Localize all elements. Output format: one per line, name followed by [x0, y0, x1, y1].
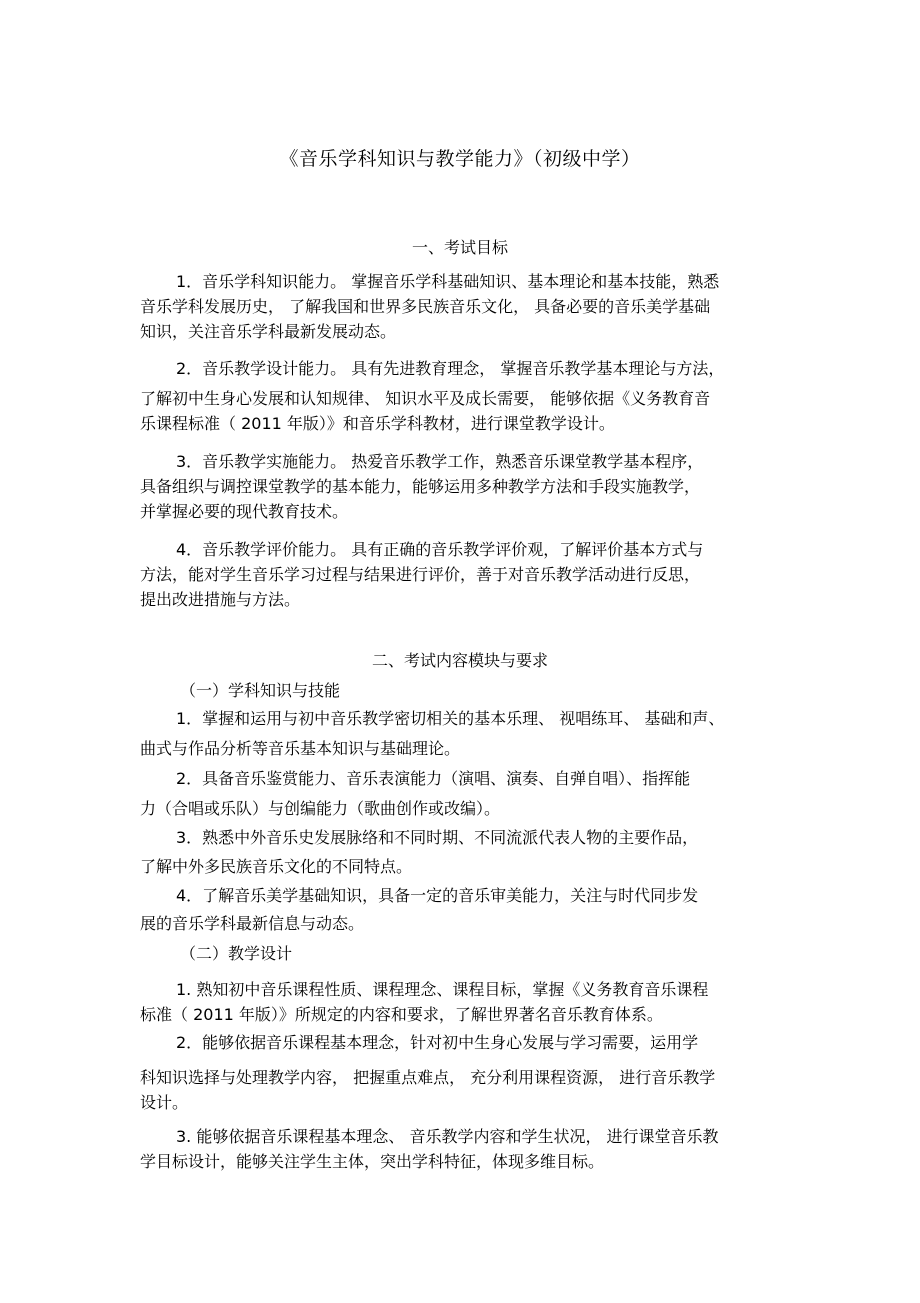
paragraph-line: 科知识选择与处理教学内容， 把握重点难点， 充分利用课程资源， 进行音乐教学	[140, 1068, 716, 1087]
paragraph-line: 学目标设计，能够关注学生主体，突出学科特征，体现多维目标。	[140, 1152, 605, 1171]
knowledge-item-2	[140, 766, 790, 821]
knowledge-item-1	[140, 706, 790, 761]
paragraph-line: 了解中外多民族音乐文化的不同特点。	[140, 857, 413, 876]
paragraph-line: 曲式与作品分析等音乐基本知识与基础理论。	[140, 739, 461, 758]
document-title: 《音乐学科知识与教学能力》（初级中学）	[279, 148, 641, 170]
knowledge-item-4	[140, 883, 790, 936]
subsection-heading-knowledge-skills: （一）学科知识与技能	[180, 681, 341, 700]
paragraph-line: 3．音乐教学实施能力。 热爱音乐教学工作，熟悉音乐课堂教学基本程序，	[176, 452, 704, 471]
paragraph-line: 1. 熟知初中音乐课程性质、课程理念、课程目标，掌握《义务教育音乐课程	[176, 980, 709, 999]
subsection-heading-teaching-design: （二）教学设计	[180, 944, 293, 963]
objective-item-2	[140, 356, 790, 436]
paragraph-line: 2．音乐教学设计能力。 具有先进教育理念， 掌握音乐教学基本理论与方法，	[176, 359, 725, 378]
paragraph-line: 3．熟悉中外音乐史发展脉络和不同时期、不同流派代表人物的主要作品，	[176, 828, 699, 847]
design-item-1	[140, 977, 790, 1027]
paragraph-line: 1．音乐学科知识能力。 掌握音乐学科基础知识、基本理论和基本技能，熟悉	[176, 272, 720, 291]
paragraph-line: 并掌握必要的现代教育技术。	[140, 502, 349, 521]
paragraph-line: 力（合唱或乐队）与创编能力（歌曲创作或改编）。	[140, 799, 501, 818]
paragraph-line: 4．音乐教学评价能力。 具有正确的音乐教学评价观，了解评价基本方式与	[176, 540, 704, 559]
paragraph-line: 2．具备音乐鉴赏能力、音乐表演能力（演唱、演奏、自弹自唱）、指挥能	[176, 769, 691, 788]
paragraph-line: 3. 能够依据音乐课程基本理念、 音乐教学内容和学生状况， 进行课堂音乐教	[176, 1127, 719, 1146]
section-heading-exam-objectives: 一、考试目标	[411, 238, 508, 257]
paragraph-line: 2．能够依据音乐课程基本理念，针对初中生身心发展与学习需要，运用学	[176, 1033, 699, 1052]
paragraph-line: 具备组织与调控课堂教学的基本能力，能够运用多种教学方法和手段实施教学，	[140, 477, 701, 496]
knowledge-item-3	[140, 825, 790, 879]
paragraph-line: 设计。	[140, 1093, 189, 1112]
objective-item-3	[140, 449, 790, 524]
paragraph-line: 1．掌握和运用与初中音乐教学密切相关的基本乐理、 视唱练耳、 基础和声、	[176, 709, 725, 728]
objective-item-1	[140, 269, 790, 344]
paragraph-line: 4．了解音乐美学基础知识，具备一定的音乐审美能力，关注与时代同步发	[176, 886, 699, 905]
paragraph-line: 提出改进措施与方法。	[140, 590, 301, 609]
paragraph-line: 展的音乐学科最新信息与动态。	[140, 914, 365, 933]
paragraph-line: 知识，关注音乐学科最新发展动态。	[140, 322, 397, 341]
paragraph-line: 音乐学科发展历史， 了解我国和世界多民族音乐文化， 具备必要的音乐美学基础	[140, 297, 711, 316]
design-item-3	[140, 1124, 790, 1174]
objective-item-4	[140, 537, 790, 612]
paragraph-line: 了解初中生身心发展和认知规律、 知识水平及成长需要， 能够依据《义务教育音	[140, 389, 711, 408]
paragraph-line: 方法，能对学生音乐学习过程与结果进行评价，善于对音乐教学活动进行反思，	[140, 565, 701, 584]
paragraph-line: 标准（ 2011 年版）》所规定的内容和要求，了解世界著名音乐教育体系。	[140, 1005, 663, 1024]
design-item-2	[140, 1030, 790, 1115]
section-heading-content-modules: 二、考试内容模块与要求	[371, 651, 548, 670]
paragraph-line: 乐课程标准（ 2011 年版）》和音乐学科教材，进行课堂教学设计。	[140, 414, 615, 433]
